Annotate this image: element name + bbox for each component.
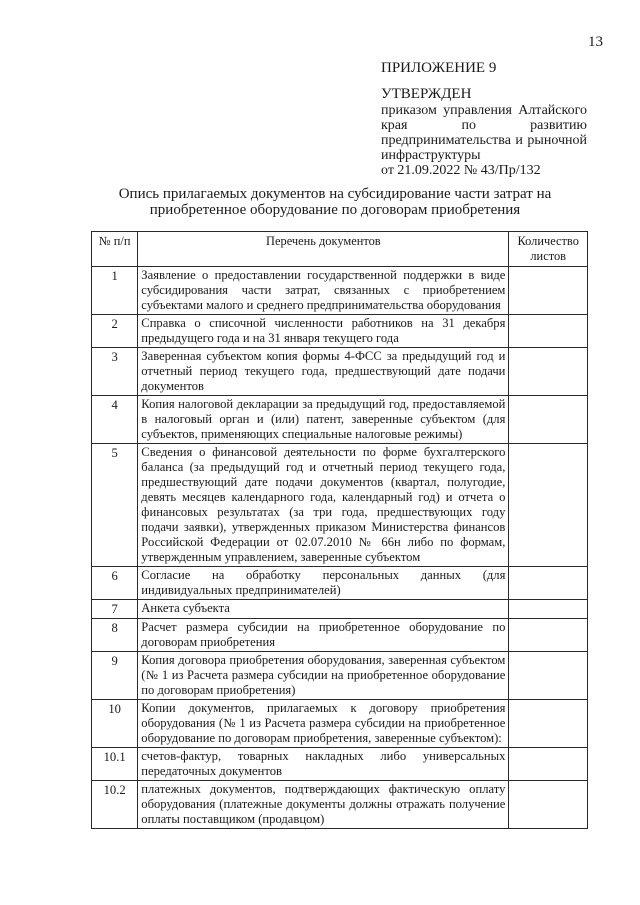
row-document: Копии документов, прилагаемых к договору приобретения оборудования (№ 1 из Расчета размера субсидии на приобретенное оборудование по договорам приобретения, заверенные субъектом): [138, 700, 509, 748]
header-documents: Перечень документов [138, 232, 509, 267]
header-sheets: Количество листов [509, 232, 588, 267]
row-number: 1 [92, 267, 138, 315]
row-document: Расчет размера субсидии на приобретенное оборудование по договорам приобретения [138, 619, 509, 652]
row-sheets [509, 267, 588, 315]
row-document: Заверенная субъектом копия формы 4-ФСС за предыдущий год и отчетный период текущего года, предшествующий дате подачи документов [138, 348, 509, 396]
header-number: № п/п [92, 232, 138, 267]
row-sheets [509, 444, 588, 567]
page-number: 13 [588, 34, 603, 50]
row-sheets [509, 396, 588, 444]
approval-order [381, 103, 587, 178]
row-document: Заявление о предоставлении государственной поддержки в виде субсидирования части затрат, связанных с приобретением субъектами малого и среднего предпринимательства оборудования [138, 267, 509, 315]
appendix-label: ПРИЛОЖЕНИЕ 9 [381, 60, 497, 76]
table-row [92, 396, 588, 444]
row-number: 2 [92, 315, 138, 348]
row-sheets [509, 348, 588, 396]
row-document: Копия налоговой декларации за предыдущий год, предоставляемой в налоговый орган и (или) патент, заверенные субъектом (для субъектов, применяющих специальные налоговые режимы) [138, 396, 509, 444]
row-sheets [509, 567, 588, 600]
table-row [92, 748, 588, 781]
table-row [92, 600, 588, 619]
row-number: 10.1 [92, 748, 138, 781]
approved-label: УТВЕРЖДЕН [381, 86, 472, 102]
table-row [92, 444, 588, 567]
row-document: Справка о списочной численности работников на 31 декабря предыдущего года и на 31 января текущего года [138, 315, 509, 348]
row-sheets [509, 700, 588, 748]
row-number: 10 [92, 700, 138, 748]
table-row [92, 567, 588, 600]
row-number: 8 [92, 619, 138, 652]
row-sheets [509, 619, 588, 652]
table-row [92, 619, 588, 652]
row-sheets [509, 748, 588, 781]
row-sheets [509, 652, 588, 700]
row-sheets [509, 600, 588, 619]
row-document: платежных документов, подтверждающих фактическую оплату оборудования (платежные документы должны отражать получение оплаты поставщиком (продавцом) [138, 781, 509, 829]
row-number: 6 [92, 567, 138, 600]
row-document: Согласие на обработку персональных данных (для индивидуальных предпринимателей) [138, 567, 509, 600]
table-row [92, 652, 588, 700]
row-document: Анкета субъекта [138, 600, 509, 619]
row-number: 9 [92, 652, 138, 700]
row-number: 3 [92, 348, 138, 396]
table-row [92, 781, 588, 829]
table-row [92, 348, 588, 396]
documents-table [91, 231, 588, 829]
table-row [92, 315, 588, 348]
table-header-row [92, 232, 588, 267]
row-number: 10.2 [92, 781, 138, 829]
order-text: приказом управления Алтайского края по развитию предпринимательства и рыночной инфраструктуры [381, 103, 587, 163]
order-date: от 21.09.2022 № 43/Пр/132 [381, 163, 541, 178]
table-row [92, 700, 588, 748]
row-document: Сведения о финансовой деятельности по форме бухгалтерского баланса (за предыдущий год и отчетный период текущего года, предшествующий дате подачи документов (квартал, полугодие, девять месяцев календарного года, календарный год) и отчета о финансовых результатах (за три года, предшествующих году подачи заявки), утвержденных приказом Министерства финансов Российской Федерации от 02.07.2010 № 66н либо по формам, утвержденным управлением, заверенные субъектом [138, 444, 509, 567]
row-sheets [509, 781, 588, 829]
row-number: 7 [92, 600, 138, 619]
row-number: 4 [92, 396, 138, 444]
row-document: счетов-фактур, товарных накладных либо универсальных передаточных документов [138, 748, 509, 781]
row-document: Копия договора приобретения оборудования, заверенная субъектом (№ 1 из Расчета размера субсидии на приобретенное оборудование по договорам приобретения) [138, 652, 509, 700]
row-number: 5 [92, 444, 138, 567]
table-row [92, 267, 588, 315]
document-title: Опись прилагаемых документов на субсидирование части затрат на приобретенное оборудование по договорам приобретения [118, 186, 552, 218]
row-sheets [509, 315, 588, 348]
